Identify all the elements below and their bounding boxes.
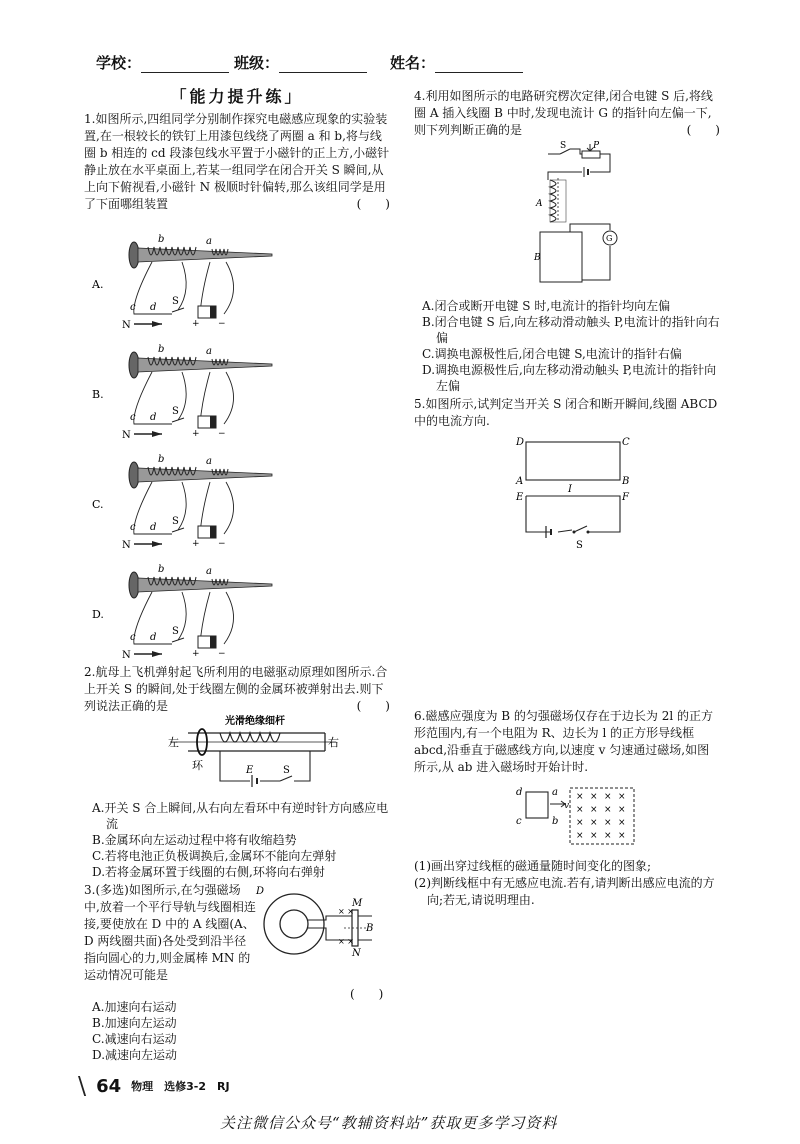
switch	[172, 418, 184, 422]
field-cross: ×	[590, 831, 598, 841]
q2-right-label: 右	[328, 736, 339, 749]
q6-sub1: (1)画出穿过线框的磁通量随时间变化的图象;	[414, 859, 652, 873]
q5-e-label: E	[516, 492, 524, 503]
nail-head	[129, 572, 139, 598]
nail-head	[129, 462, 139, 488]
wire-b2	[178, 262, 186, 310]
wire-a2	[224, 482, 234, 534]
q5-s-label: S	[576, 540, 583, 551]
label-minus: −	[218, 429, 226, 439]
label-n: N	[122, 320, 131, 331]
q2-option-d[interactable]: D.若将金属环置于线圈的右侧,环将向右弹射	[92, 865, 325, 879]
q3-option-d[interactable]: D.减速向左运动	[92, 1048, 178, 1062]
q5-b-label: B	[622, 476, 630, 487]
nail-head	[129, 242, 139, 268]
label-plus: +	[192, 319, 200, 329]
field-cross: ×	[604, 805, 612, 815]
q2-options	[92, 800, 392, 880]
left-column	[84, 88, 390, 213]
label-s: S	[172, 406, 179, 417]
label-c: c	[130, 302, 136, 313]
label-b: b	[158, 344, 165, 355]
q4-options	[422, 298, 724, 394]
wire-b2	[178, 482, 186, 530]
needle-tip	[152, 321, 162, 327]
q3-option-a[interactable]: A.加速向右运动	[92, 1000, 177, 1014]
footer	[78, 1072, 230, 1100]
label-a: a	[206, 236, 212, 247]
question-5	[414, 396, 720, 430]
q1-answer-paren[interactable]: ( )	[356, 197, 390, 211]
q2-option-a[interactable]: A.开关 S 合上瞬间,从右向左看环中有逆时针方向感应电流	[92, 801, 389, 831]
q6-text: 6.磁感应强度为 B 的匀强磁场仅存在于边长为 2l 的正方形范围内,有一个电阻为 R、边长为 l 的正方形导线框 abcd,沿垂直于磁感线方向,以速度 v 匀速通过磁场,如图所示,从 ab 进入磁场时开始计时.	[414, 709, 713, 774]
nail-body	[138, 468, 272, 482]
field-cross: ×	[604, 831, 612, 841]
q2-rod-label: 光滑绝缘细杆	[225, 716, 285, 727]
q6-figure	[512, 784, 642, 852]
field-cross: ×	[604, 818, 612, 828]
q4-option-a[interactable]: A.闭合或断开电键 S 时,电流计的指针均向左偏	[422, 299, 671, 313]
wire-a2	[224, 262, 234, 314]
q4-g-label: G	[606, 234, 613, 243]
q5-d-label: D	[516, 437, 525, 448]
label-minus: −	[218, 319, 226, 329]
label-c: c	[130, 522, 136, 533]
label-b: b	[158, 564, 165, 575]
q1-option-c-figure[interactable]	[92, 454, 272, 551]
svg-text:× ×: × ×	[338, 907, 354, 916]
q2-figure	[170, 713, 340, 797]
q5-a-label: A	[516, 476, 524, 487]
q2-text: 2.航母上飞机弹射起飞所利用的电磁驱动原理如图所示.合上开关 S 的瞬间,处于线圈左侧的金属环被弹射出去.则下列说法正确的是	[84, 665, 388, 713]
label-a: a	[206, 346, 212, 357]
label-d: d	[150, 302, 157, 313]
q6-d-label: d	[516, 787, 523, 798]
label-s: S	[172, 516, 179, 527]
label-c: c	[130, 632, 136, 643]
nail-body	[138, 358, 272, 372]
q4-b-label: B	[534, 253, 541, 263]
q4-option-c[interactable]: C.调换电源极性后,闭合电键 S,电流计的指针右偏	[422, 347, 682, 361]
q3-option-b[interactable]: B.加速向左运动	[92, 1016, 177, 1030]
field-cross: ×	[618, 818, 626, 828]
q3-figure	[254, 884, 384, 968]
field-cross: ×	[576, 831, 584, 841]
label-minus: −	[218, 649, 226, 659]
q5-i-label: I	[568, 484, 572, 495]
name-blank[interactable]	[435, 58, 523, 73]
field-cross: ×	[576, 792, 584, 802]
q3-d-label: D	[256, 886, 265, 897]
label-a: a	[206, 456, 212, 467]
question-4	[414, 88, 720, 139]
svg-text:× ×: × ×	[338, 937, 354, 946]
battery-cap	[210, 526, 216, 538]
question-6	[414, 708, 720, 776]
q3-option-c[interactable]: C.减速向右运动	[92, 1032, 177, 1046]
label-minus: −	[218, 539, 226, 549]
q2-left-label: 左	[168, 736, 179, 749]
nail-body	[138, 248, 272, 262]
header-class	[234, 52, 367, 73]
label-plus: +	[192, 649, 200, 659]
school-label: 学校：	[96, 54, 142, 72]
needle-tip	[152, 431, 162, 437]
q3-b-label: B	[366, 923, 374, 934]
q5-c-label: C	[622, 437, 630, 448]
name-label: 姓名：	[390, 54, 436, 72]
watermark: 关注微信公众号“教辅资料站”获取更多学习资料	[220, 1114, 558, 1132]
needle-tip	[152, 541, 162, 547]
needle-tip	[152, 651, 162, 657]
field-cross: ×	[618, 831, 626, 841]
q1-options	[92, 230, 392, 670]
q2-option-c[interactable]: C.若将电池正负极调换后,金属环不能向左弹射	[92, 849, 337, 863]
label-s: S	[172, 296, 179, 307]
q6-subquestions	[414, 858, 720, 909]
q1-option-b-figure[interactable]	[92, 344, 272, 441]
field-cross: ×	[590, 805, 598, 815]
q2-ring-label: 环	[192, 759, 203, 772]
q3-n-label: N	[352, 948, 361, 959]
label-s: S	[172, 626, 179, 637]
q4-a-label: A	[536, 199, 543, 209]
q3-options	[92, 999, 262, 1063]
label-a: a	[206, 566, 212, 577]
header-school	[96, 52, 229, 73]
q4-text: 4.利用如图所示的电路研究楞次定律,闭合电键 S 后,将线圈 A 插入线圈 B 中时,发现电流计 G 的指针向左偏一下,则下列判断正确的是	[414, 89, 713, 137]
q4-option-d[interactable]: D.调换电源极性后,向左移动滑动触头 P,电流计的指针向左偏	[422, 363, 717, 393]
q6-b-label: b	[552, 816, 559, 827]
label-d: d	[150, 412, 157, 423]
battery-cap	[210, 636, 216, 648]
school-blank[interactable]	[141, 58, 229, 73]
q1-text: 1.如图所示,四组同学分别制作探究电磁感应现象的实验装置,在一根较长的铁钉上用漆包线绕了两圈 a 和 b,将与线圈 b 相连的 cd 段漆包线水平置于小磁针的正上方,小磁针静止放在水平桌面上,若某一组同学在闭合开关 S 瞬间,从上向下俯视看,小磁针 N 极顺时针偏转,那么该组同学是用了下面哪组装置	[84, 112, 390, 211]
q5-text: 5.如图所示,试判定当开关 S 闭合和断开瞬间,线圈 ABCD 中的电流方向.	[414, 397, 718, 428]
q4-figure	[530, 140, 640, 294]
label-b: b	[158, 234, 165, 245]
section-title: 「能力提升练」	[170, 87, 304, 106]
q4-p-label: P	[593, 141, 600, 151]
question-3	[84, 882, 256, 984]
q2-e-label: E	[246, 765, 254, 776]
label-plus: +	[192, 539, 200, 549]
q6-c-label: c	[516, 816, 522, 827]
q2-answer-paren[interactable]: ( )	[356, 699, 390, 713]
nail-head	[129, 352, 139, 378]
q6-a-label: a	[552, 787, 558, 798]
q1-option-label: D.	[92, 608, 104, 621]
label-n: N	[122, 540, 131, 551]
switch	[172, 638, 184, 642]
label-b: b	[158, 454, 165, 465]
label-plus: +	[192, 429, 200, 439]
q3-text: 3.(多选)如图所示,在匀强磁场中,放着一个平行导轨与线圈相连接,要使放在 D 中的 A 线圈(A、D 两线圈共面)各处受到沿半径指向圆心的力,则金属棒 MN 的运动情况可能是	[84, 883, 256, 982]
q1-option-d-figure[interactable]	[92, 564, 272, 661]
q5-figure	[512, 430, 642, 560]
nail-body	[138, 578, 272, 592]
q1-option-label: A.	[92, 278, 104, 291]
field-cross: ×	[590, 818, 598, 828]
footer-subject: 物理 选修3-2 RJ	[131, 1080, 230, 1093]
switch	[172, 308, 184, 312]
battery-cap	[210, 416, 216, 428]
label-n: N	[122, 430, 131, 441]
q1-option-label: B.	[92, 388, 104, 401]
label-d: d	[150, 632, 157, 643]
wire-a2	[224, 372, 234, 424]
page-number: 64	[96, 1075, 122, 1097]
wire-b2	[178, 592, 186, 640]
q1-option-label: C.	[92, 498, 104, 511]
label-n: N	[122, 650, 131, 661]
switch	[172, 528, 184, 532]
q5-f-label: F	[622, 492, 629, 503]
field-cross: ×	[604, 792, 612, 802]
header-name	[390, 52, 523, 73]
q4-s-label: S	[560, 141, 567, 151]
field-cross: ×	[618, 805, 626, 815]
class-label: 班级：	[234, 54, 280, 72]
field-cross: ×	[576, 805, 584, 815]
q2-option-b[interactable]: B.金属环向左运动过程中将有收缩趋势	[92, 833, 297, 847]
question-2	[84, 664, 390, 715]
q4-answer-paren[interactable]: ( )	[686, 123, 720, 137]
q3-m-label: M	[352, 898, 363, 909]
q6-sub2: (2)判断线框中有无感应电流.若有,请判断出感应电流的方向;若无,请说明理由.	[414, 876, 715, 907]
q6-v-label: v	[564, 801, 570, 811]
footer-slash: \	[78, 1072, 87, 1100]
label-d: d	[150, 522, 157, 533]
question-1	[84, 111, 390, 213]
q2-s-label: S	[283, 765, 290, 776]
field-cross: ×	[576, 818, 584, 828]
battery-cap	[210, 306, 216, 318]
q3-answer-paren[interactable]: ( )	[350, 987, 384, 1001]
field-cross: ×	[618, 792, 626, 802]
label-c: c	[130, 412, 136, 423]
q1-option-a-figure[interactable]	[91, 234, 272, 331]
wire-b2	[178, 372, 186, 420]
field-cross: ×	[590, 792, 598, 802]
q1-figures	[92, 230, 392, 670]
class-blank[interactable]	[279, 58, 367, 73]
q4-option-b[interactable]: B.闭合电键 S 后,向左移动滑动触头 P,电流计的指针向右偏	[422, 315, 720, 345]
wire-a2	[224, 592, 234, 644]
